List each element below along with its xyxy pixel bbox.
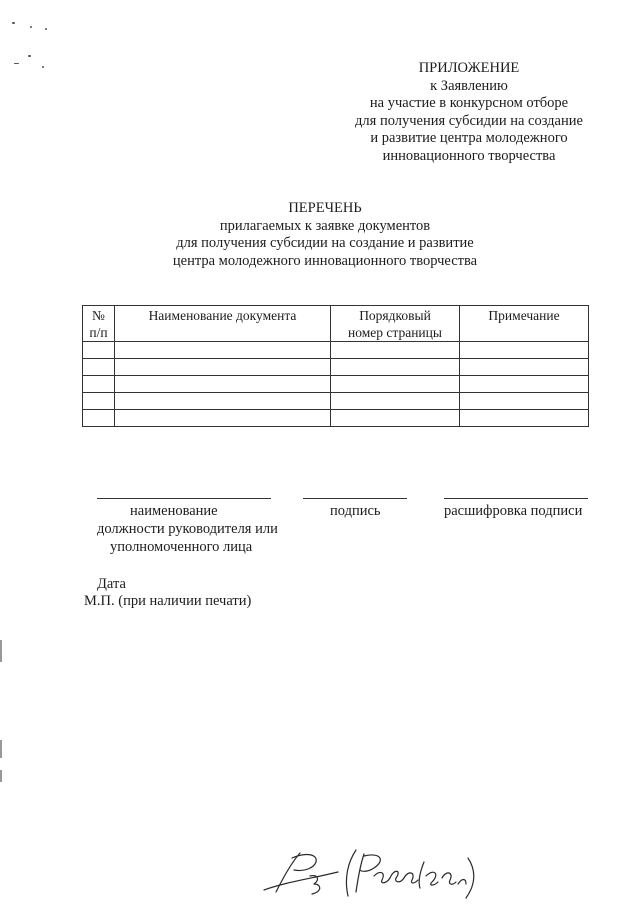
annex-line: для получения субсидии на создание — [355, 112, 583, 129]
table-cell — [115, 376, 331, 393]
column-header-note — [460, 306, 589, 342]
table-row — [83, 376, 589, 393]
table-cell — [460, 376, 589, 393]
column-header-line: п/п — [89, 325, 108, 340]
table-row — [83, 410, 589, 427]
table-cell — [331, 359, 460, 376]
table-cell — [83, 393, 115, 410]
table-row — [83, 359, 589, 376]
annex-header — [330, 60, 608, 165]
annex-line: инновационного творчества — [382, 147, 556, 164]
annex-title: ПРИЛОЖЕНИЕ — [418, 60, 520, 76]
table-cell — [331, 410, 460, 427]
scan-speck — [42, 66, 44, 68]
position-label-line: должности руководителя или — [97, 521, 278, 537]
table-cell — [115, 359, 331, 376]
scan-speck — [12, 22, 15, 24]
position-label-line: наименование — [130, 503, 218, 519]
table-cell — [83, 359, 115, 376]
list-heading — [120, 200, 530, 270]
column-header-line: Наименование документа — [148, 308, 297, 323]
table-row — [83, 342, 589, 359]
decoding-label: расшифровка подписи — [444, 503, 583, 519]
table-cell — [460, 359, 589, 376]
position-label-line: уполномоченного лица — [110, 539, 253, 555]
scan-edge — [0, 740, 2, 758]
scan-speck — [28, 55, 31, 57]
table-cell — [460, 342, 589, 359]
annex-line: на участие в конкурсном отборе — [369, 95, 569, 111]
date-label: Дата — [97, 576, 126, 592]
list-subtitle-line: прилагаемых к заявке документов — [219, 217, 431, 234]
scan-speck — [30, 26, 32, 28]
list-subtitle-line: центра молодежного инновационного творчества — [172, 252, 478, 269]
table-cell — [331, 376, 460, 393]
table-header-row — [83, 306, 589, 342]
decoding-signature-line — [444, 498, 588, 499]
table-cell — [83, 342, 115, 359]
table-cell — [460, 393, 589, 410]
table-cell — [83, 376, 115, 393]
list-subtitle-line: для получения субсидии на создание и развитие — [176, 235, 474, 251]
position-signature-line — [97, 498, 271, 499]
signature-line — [303, 498, 407, 499]
table-cell — [115, 410, 331, 427]
table-cell — [460, 410, 589, 427]
column-header-line: Порядковый — [359, 308, 431, 323]
documents-table — [82, 305, 589, 427]
table-body — [83, 342, 589, 427]
column-header-page-number — [331, 306, 460, 342]
table-cell — [115, 342, 331, 359]
column-header-line: № — [92, 308, 105, 323]
stamp-label: М.П. (при наличии печати) — [84, 593, 252, 609]
annex-line: и развитие центра молодежного — [370, 130, 568, 146]
scan-speck — [14, 63, 19, 64]
list-title: ПЕРЕЧЕНЬ — [288, 200, 362, 216]
scan-edge — [0, 770, 2, 782]
table-row — [83, 393, 589, 410]
column-header-number — [83, 306, 115, 342]
table-cell — [331, 393, 460, 410]
annex-line: к Заявлению — [430, 77, 508, 94]
column-header-line: Примечание — [488, 308, 560, 323]
handwritten-signature — [262, 848, 492, 900]
column-header-line: номер страницы — [348, 325, 442, 340]
scan-edge — [0, 640, 2, 662]
table-cell — [115, 393, 331, 410]
scan-speck — [45, 28, 47, 30]
column-header-document-name — [115, 306, 331, 342]
table-cell — [331, 342, 460, 359]
table-cell — [83, 410, 115, 427]
signature-label: подпись — [330, 503, 381, 519]
